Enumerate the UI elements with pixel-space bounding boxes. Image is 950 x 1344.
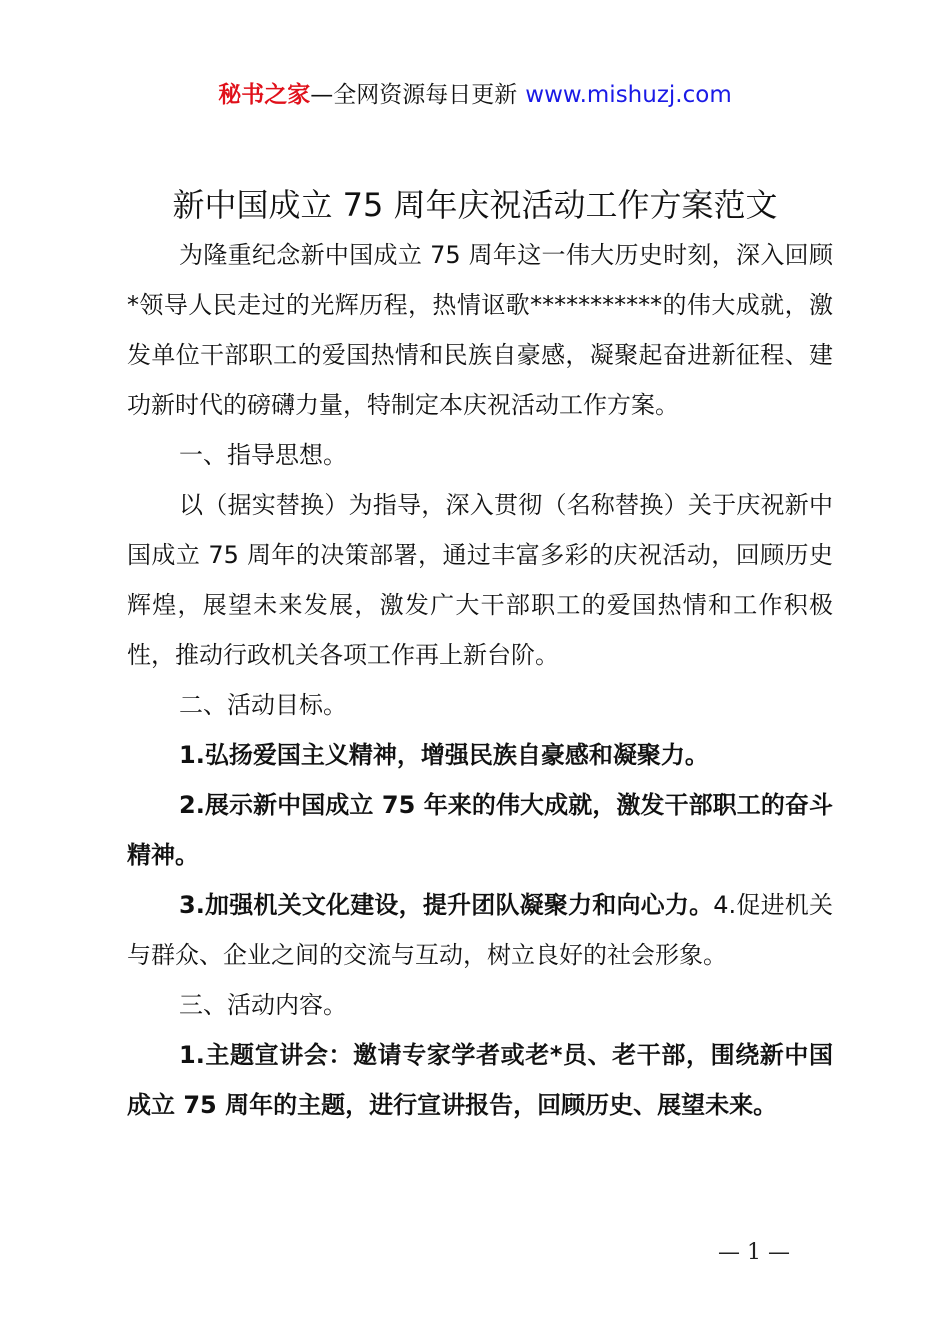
page-number: — 1 — bbox=[718, 1240, 790, 1265]
goal-item-2 bbox=[127, 780, 833, 880]
goal-1-text: 1.弘扬爱国主义精神，增强民族自豪感和凝聚力。 bbox=[179, 741, 709, 769]
goal-2-text: 2.展示新中国成立 75 年来的伟大成就，激发干部职工的奋斗精神。 bbox=[127, 791, 833, 869]
document-body bbox=[127, 230, 833, 1130]
goal-3-text: 3.加强机关文化建设，提升团队凝聚力和向心力。 bbox=[179, 891, 714, 919]
intro-paragraph: 为隆重纪念新中国成立 75 周年这一伟大历史时刻，深入回顾*领导人民走过的光辉历程，热情讴歌***********的伟大成就，激发单位干部职工的爱国热情和民族自豪感，凝聚起奋进新征程、建功新时代的磅礴力量，特制定本庆祝活动工作方案。 bbox=[127, 241, 833, 419]
goal-item-1 bbox=[127, 730, 833, 780]
goal-item-3-4 bbox=[127, 880, 833, 980]
section-heading-activity-goals: 二、活动目标。 bbox=[179, 691, 347, 719]
guiding-ideology-paragraph: 以（据实替换）为指导，深入贯彻（名称替换）关于庆祝新中国成立 75 周年的决策部署，通过丰富多彩的庆祝活动，回顾历史辉煌，展望未来发展，激发广大干部职工的爱国热情和工作积极性，推动行政机关各项工作再上新台阶。 bbox=[127, 491, 833, 669]
site-header bbox=[0, 78, 950, 112]
content-item-1 bbox=[127, 1030, 833, 1130]
section-heading-activity-content: 三、活动内容。 bbox=[179, 991, 347, 1019]
section-heading-guiding-ideology: 一、指导思想。 bbox=[179, 441, 347, 469]
site-tagline: —全网资源每日更新 bbox=[310, 82, 518, 108]
site-url-link[interactable]: www.mishuzj.com bbox=[525, 82, 732, 108]
site-brand: 秘书之家 bbox=[218, 82, 311, 108]
document-title: 新中国成立 75 周年庆祝活动工作方案范文 bbox=[172, 186, 778, 224]
content-1-text: 1.主题宣讲会：邀请专家学者或老*员、老干部，围绕新中国成立 75 周年的主题，进行宣讲报告，回顾历史、展望未来。 bbox=[127, 1041, 833, 1119]
goal-4-text: 4.促进机关与群众、企业之间的交流与互动，树立良好的社会形象。 bbox=[127, 891, 833, 969]
